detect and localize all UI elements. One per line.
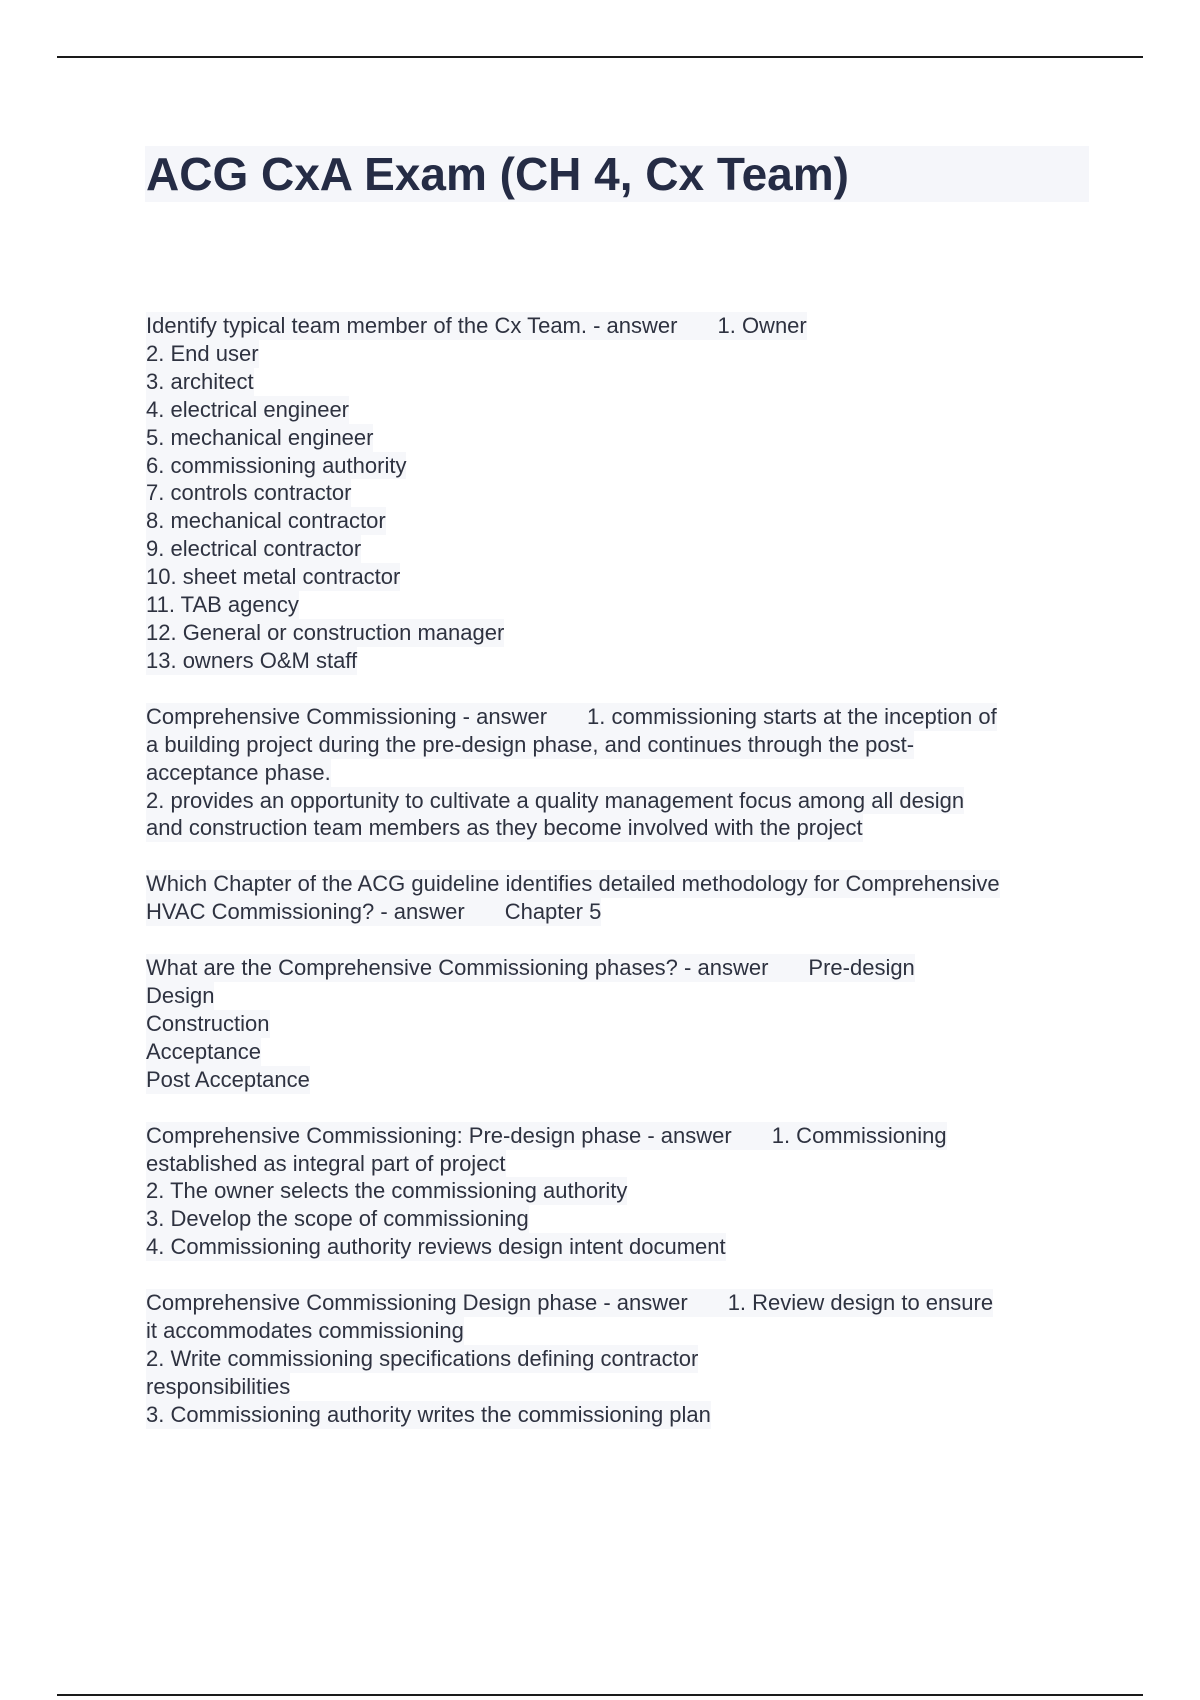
document-title: ACG CxA Exam (CH 4, Cx Team) — [146, 148, 849, 200]
answer-line: a building project during the pre-design phase, and continues through the post- — [146, 731, 915, 757]
answer-line: 11. TAB agency — [146, 592, 299, 618]
flashcard — [146, 1289, 1091, 1429]
answer-line: 12. General or construction manager — [146, 619, 505, 645]
flashcard-question-line — [146, 954, 915, 982]
flashcard-question-line — [146, 1122, 947, 1150]
flashcard — [146, 703, 1091, 843]
flashcard-question: What are the Comprehensive Commissioning phases? - answer — [146, 955, 769, 981]
answer-line: 9. electrical contractor — [146, 536, 362, 562]
flashcard-question-line — [146, 1289, 993, 1317]
flashcard-question: Comprehensive Commissioning - answer — [146, 703, 548, 729]
flashcard-question: Comprehensive Commissioning Design phase - answer — [146, 1290, 688, 1316]
flashcard-question-line — [146, 312, 807, 340]
flashcard-answer-start: 1. commissioning starts at the inception of — [587, 703, 997, 729]
answer-line: it accommodates commissioning — [146, 1318, 464, 1344]
answer-line: 2. End user — [146, 340, 259, 366]
flashcard-question-line — [146, 703, 997, 731]
answer-line: 10. sheet metal contractor — [146, 564, 401, 590]
answer-line: 4. electrical engineer — [146, 396, 350, 422]
answer-line: 3. architect — [146, 368, 254, 394]
flashcard — [146, 954, 1091, 1094]
flashcard-question-cont: HVAC Commissioning? - answer — [146, 899, 465, 925]
answer-line: and construction team members as they become involved with the project — [146, 815, 863, 841]
answer-line: 13. owners O&M staff — [146, 647, 358, 673]
flashcard — [146, 1122, 1091, 1262]
flashcard-answer-start: 1. Commissioning — [771, 1122, 947, 1148]
flashcard-answer-start: 1. Owner — [717, 313, 807, 338]
answer-line: 3. Develop the scope of commissioning — [146, 1206, 529, 1232]
flashcard-answer-start: 1. Review design to ensure — [727, 1290, 994, 1316]
flashcard — [146, 870, 1091, 926]
answer-line: 2. provides an opportunity to cultivate a quality management focus among all design — [146, 787, 965, 813]
flashcard-question: Identify typical team member of the Cx Team. - answer — [146, 313, 678, 338]
answer-line: 4. Commissioning authority reviews design intent document — [146, 1234, 726, 1260]
answer-line: 8. mechanical contractor — [146, 508, 386, 534]
answer-line: 5. mechanical engineer — [146, 424, 374, 450]
header-rule — [57, 56, 1143, 58]
flashcard-answer-start: Chapter 5 — [504, 899, 602, 925]
answer-line: Construction — [146, 1010, 270, 1036]
answer-line: acceptance phase. — [146, 759, 331, 785]
flashcard-question-line — [146, 898, 601, 926]
answer-line: Post Acceptance — [146, 1066, 310, 1092]
answer-line: 7. controls contractor — [146, 480, 352, 506]
flashcard-answer-start: Pre-design — [808, 955, 915, 981]
answer-line: 2. The owner selects the commissioning authority — [146, 1178, 628, 1204]
answer-line: Design — [146, 983, 215, 1009]
answer-line: 6. commissioning authority — [146, 452, 407, 478]
flashcard-list — [146, 312, 1091, 1457]
answer-line: 3. Commissioning authority writes the commissioning plan — [146, 1401, 711, 1427]
flashcard — [146, 312, 1091, 675]
flashcard-question: Which Chapter of the ACG guideline identifies detailed methodology for Comprehensive — [146, 871, 1000, 897]
answer-line: Acceptance — [146, 1038, 261, 1064]
answer-line: responsibilities — [146, 1373, 291, 1399]
answer-line: established as integral part of project — [146, 1150, 506, 1176]
footer-rule — [57, 1694, 1143, 1696]
flashcard-question: Comprehensive Commissioning: Pre-design phase - answer — [146, 1122, 732, 1148]
answer-line: 2. Write commissioning specifications defining contractor — [146, 1346, 699, 1371]
